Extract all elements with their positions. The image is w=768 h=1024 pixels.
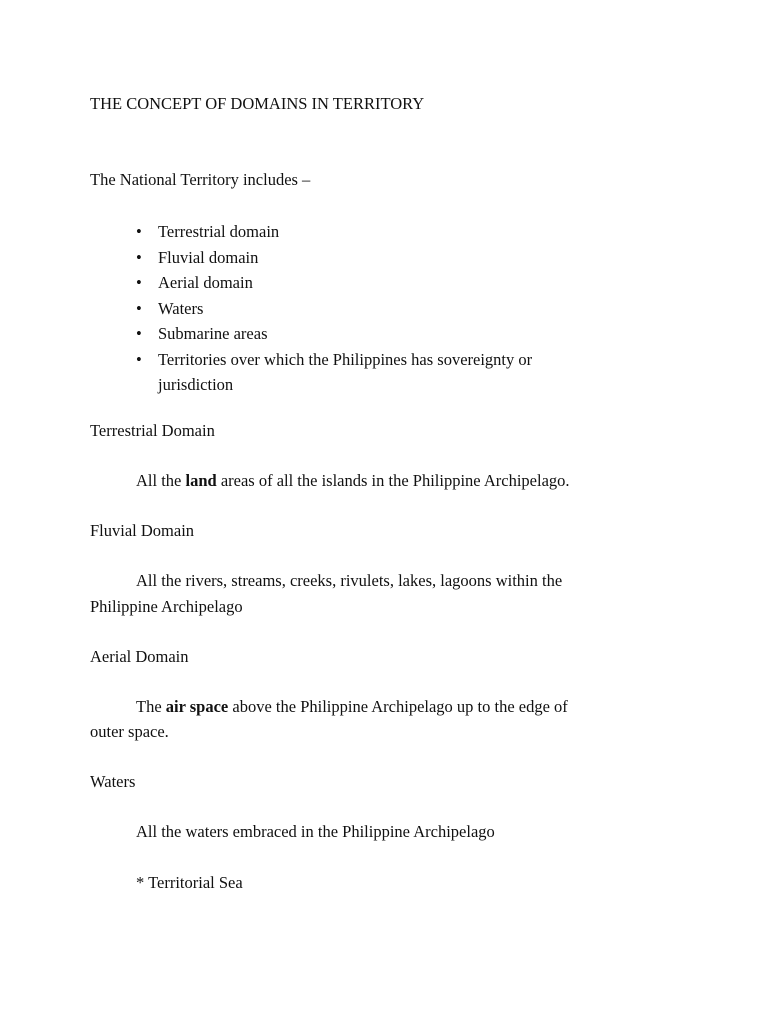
territorial-sea-item: * Territorial Sea [136,873,243,892]
waters-heading: Waters [90,772,136,791]
bullet-icon: • [136,222,142,241]
aerial-text-pre: The [136,697,166,716]
waters-paragraph: All the waters embraced in the Philippine Archipelago [136,822,495,841]
aerial-paragraph-line1 [136,697,568,717]
fluvial-paragraph-line2: Philippine Archipelago [90,597,243,616]
list-item [136,347,696,398]
list-item-text: Submarine areas [158,324,268,343]
aerial-text-post: above the Philippine Archipelago up to the edge of [228,697,568,716]
terrestrial-bold-term: land [185,471,217,490]
list-item-text: Aerial domain [158,273,253,292]
bullet-icon: • [136,273,142,292]
list-item [136,321,696,347]
terrestrial-text-post: areas of all the islands in the Philippine Archipelago. [216,471,570,490]
bullet-icon: • [136,298,142,318]
list-item [136,270,696,296]
fluvial-paragraph-line1: All the rivers, streams, creeks, rivulets, lakes, lagoons within the [136,571,563,590]
intro-text: The National Territory includes – [90,170,311,189]
bullet-icon: • [136,349,142,369]
document-title: THE CONCEPT OF DOMAINS IN TERRITORY [90,94,425,113]
list-item [136,219,696,245]
territory-list [136,219,696,398]
aerial-heading: Aerial Domain [90,647,189,666]
list-item-text: Territories over which the Philippines has sovereignty or [158,349,533,369]
terrestrial-text-pre: All the [136,471,186,490]
list-item-text: Waters [158,298,204,318]
terrestrial-heading: Terrestrial Domain [90,421,215,440]
fluvial-heading: Fluvial Domain [90,521,195,540]
list-item [136,245,696,271]
bullet-icon: • [136,324,142,343]
terrestrial-paragraph [136,471,570,491]
list-item [136,296,696,322]
aerial-paragraph-line2: outer space. [90,722,169,741]
list-item-text: Terrestrial domain [158,222,280,241]
list-item-text: Fluvial domain [158,247,259,267]
bullet-icon: • [136,247,142,267]
aerial-bold-term: air space [165,697,229,716]
list-item-continuation: jurisdiction [158,375,234,394]
